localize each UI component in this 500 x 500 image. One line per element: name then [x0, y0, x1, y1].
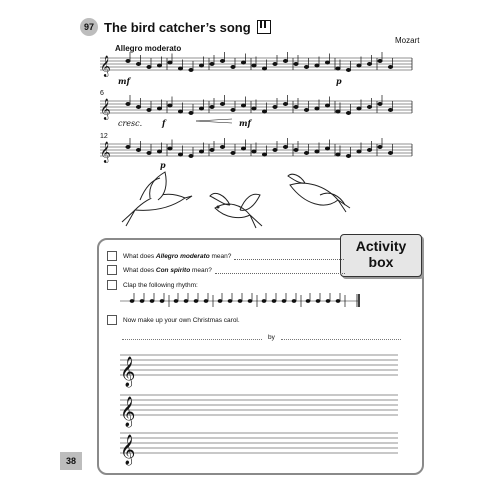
dynamic-p: p	[336, 76, 342, 86]
question-1-text: What does Allegro moderato mean?	[123, 252, 232, 260]
measure-number-6: 6	[100, 90, 104, 97]
question-3-text: Clap the following rhythm:	[123, 281, 198, 289]
treble-clef-icon: 𝄞	[120, 397, 136, 427]
blank-staff-1[interactable]	[120, 355, 398, 375]
dynamic-f: f	[162, 118, 166, 128]
question-4-text: Now make up your own Christmas carol.	[123, 316, 240, 324]
dynamic-cresc: cresc.	[118, 119, 143, 128]
piece-number-badge: 97	[80, 18, 98, 36]
piece-title: The bird catcher’s song	[104, 19, 251, 35]
composer-name: Mozart	[395, 36, 420, 45]
measure-number-12: 12	[100, 133, 108, 140]
question-2-text: What does Con spirito mean?	[123, 266, 212, 274]
page-number: 38	[60, 452, 82, 470]
treble-clef-icon: 𝄞	[100, 142, 111, 163]
treble-clef-icon: 𝄞	[100, 56, 111, 77]
treble-clef-icon: 𝄞	[120, 357, 136, 387]
dynamic-mf: mf	[118, 76, 130, 86]
by-label: by	[268, 334, 275, 341]
blank-staff-3[interactable]	[120, 433, 398, 453]
dynamic-p-2: p	[160, 160, 166, 170]
tempo-marking: Allegro moderato	[115, 44, 182, 53]
activity-title-line2: box	[368, 254, 394, 270]
dynamic-mf-2: mf	[239, 118, 251, 128]
activity-title-line1: Activity	[355, 238, 407, 254]
treble-clef-icon: 𝄞	[100, 99, 111, 120]
blank-staff-2[interactable]	[120, 395, 398, 415]
treble-clef-icon: 𝄞	[120, 435, 136, 465]
